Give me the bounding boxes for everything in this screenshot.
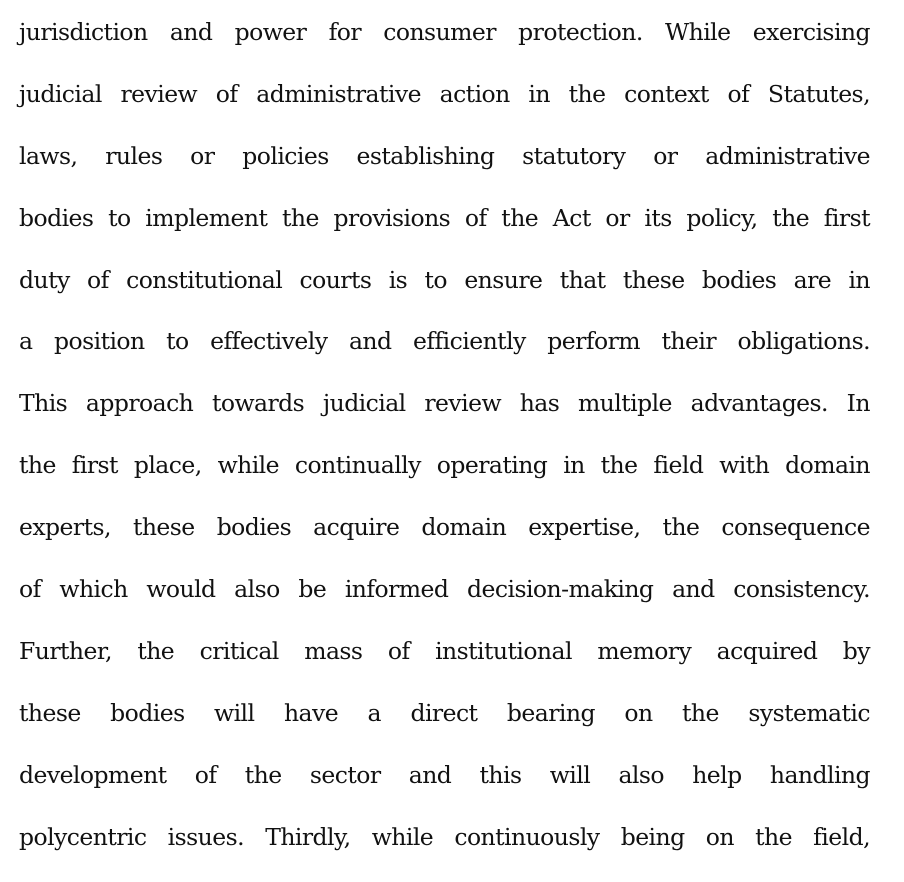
text-line: Further, the critical mass of institutional memory acquired by [19,636,870,665]
text-line: judicial review of administrative action in the context of Statutes, [19,79,870,108]
text-line: development of the sector and this will also help handling [19,760,870,789]
text-line: a position to effectively and efficiently perform their obligations. [19,327,870,356]
text-line: of which would also be informed decision-making and consistency. [19,575,870,604]
text-line: This approach towards judicial review has multiple advantages. In [19,389,870,418]
document-page [19,0,870,868]
text-line: laws, rules or policies establishing statutory or administrative [19,141,870,170]
text-line: duty of constitutional courts is to ensure that these bodies are in [19,265,870,294]
text-line: experts, these bodies acquire domain expertise, the consequence [19,513,870,542]
text-line: bodies to implement the provisions of the Act or its policy, the first [19,203,870,232]
text-line: jurisdiction and power for consumer protection. While exercising [19,18,870,46]
text-line: these bodies will have a direct bearing on the systematic [19,698,870,727]
text-line: the first place, while continually operating in the field with domain [19,451,870,480]
text-line: polycentric issues. Thirdly, while continuously being on the field, [19,822,870,851]
